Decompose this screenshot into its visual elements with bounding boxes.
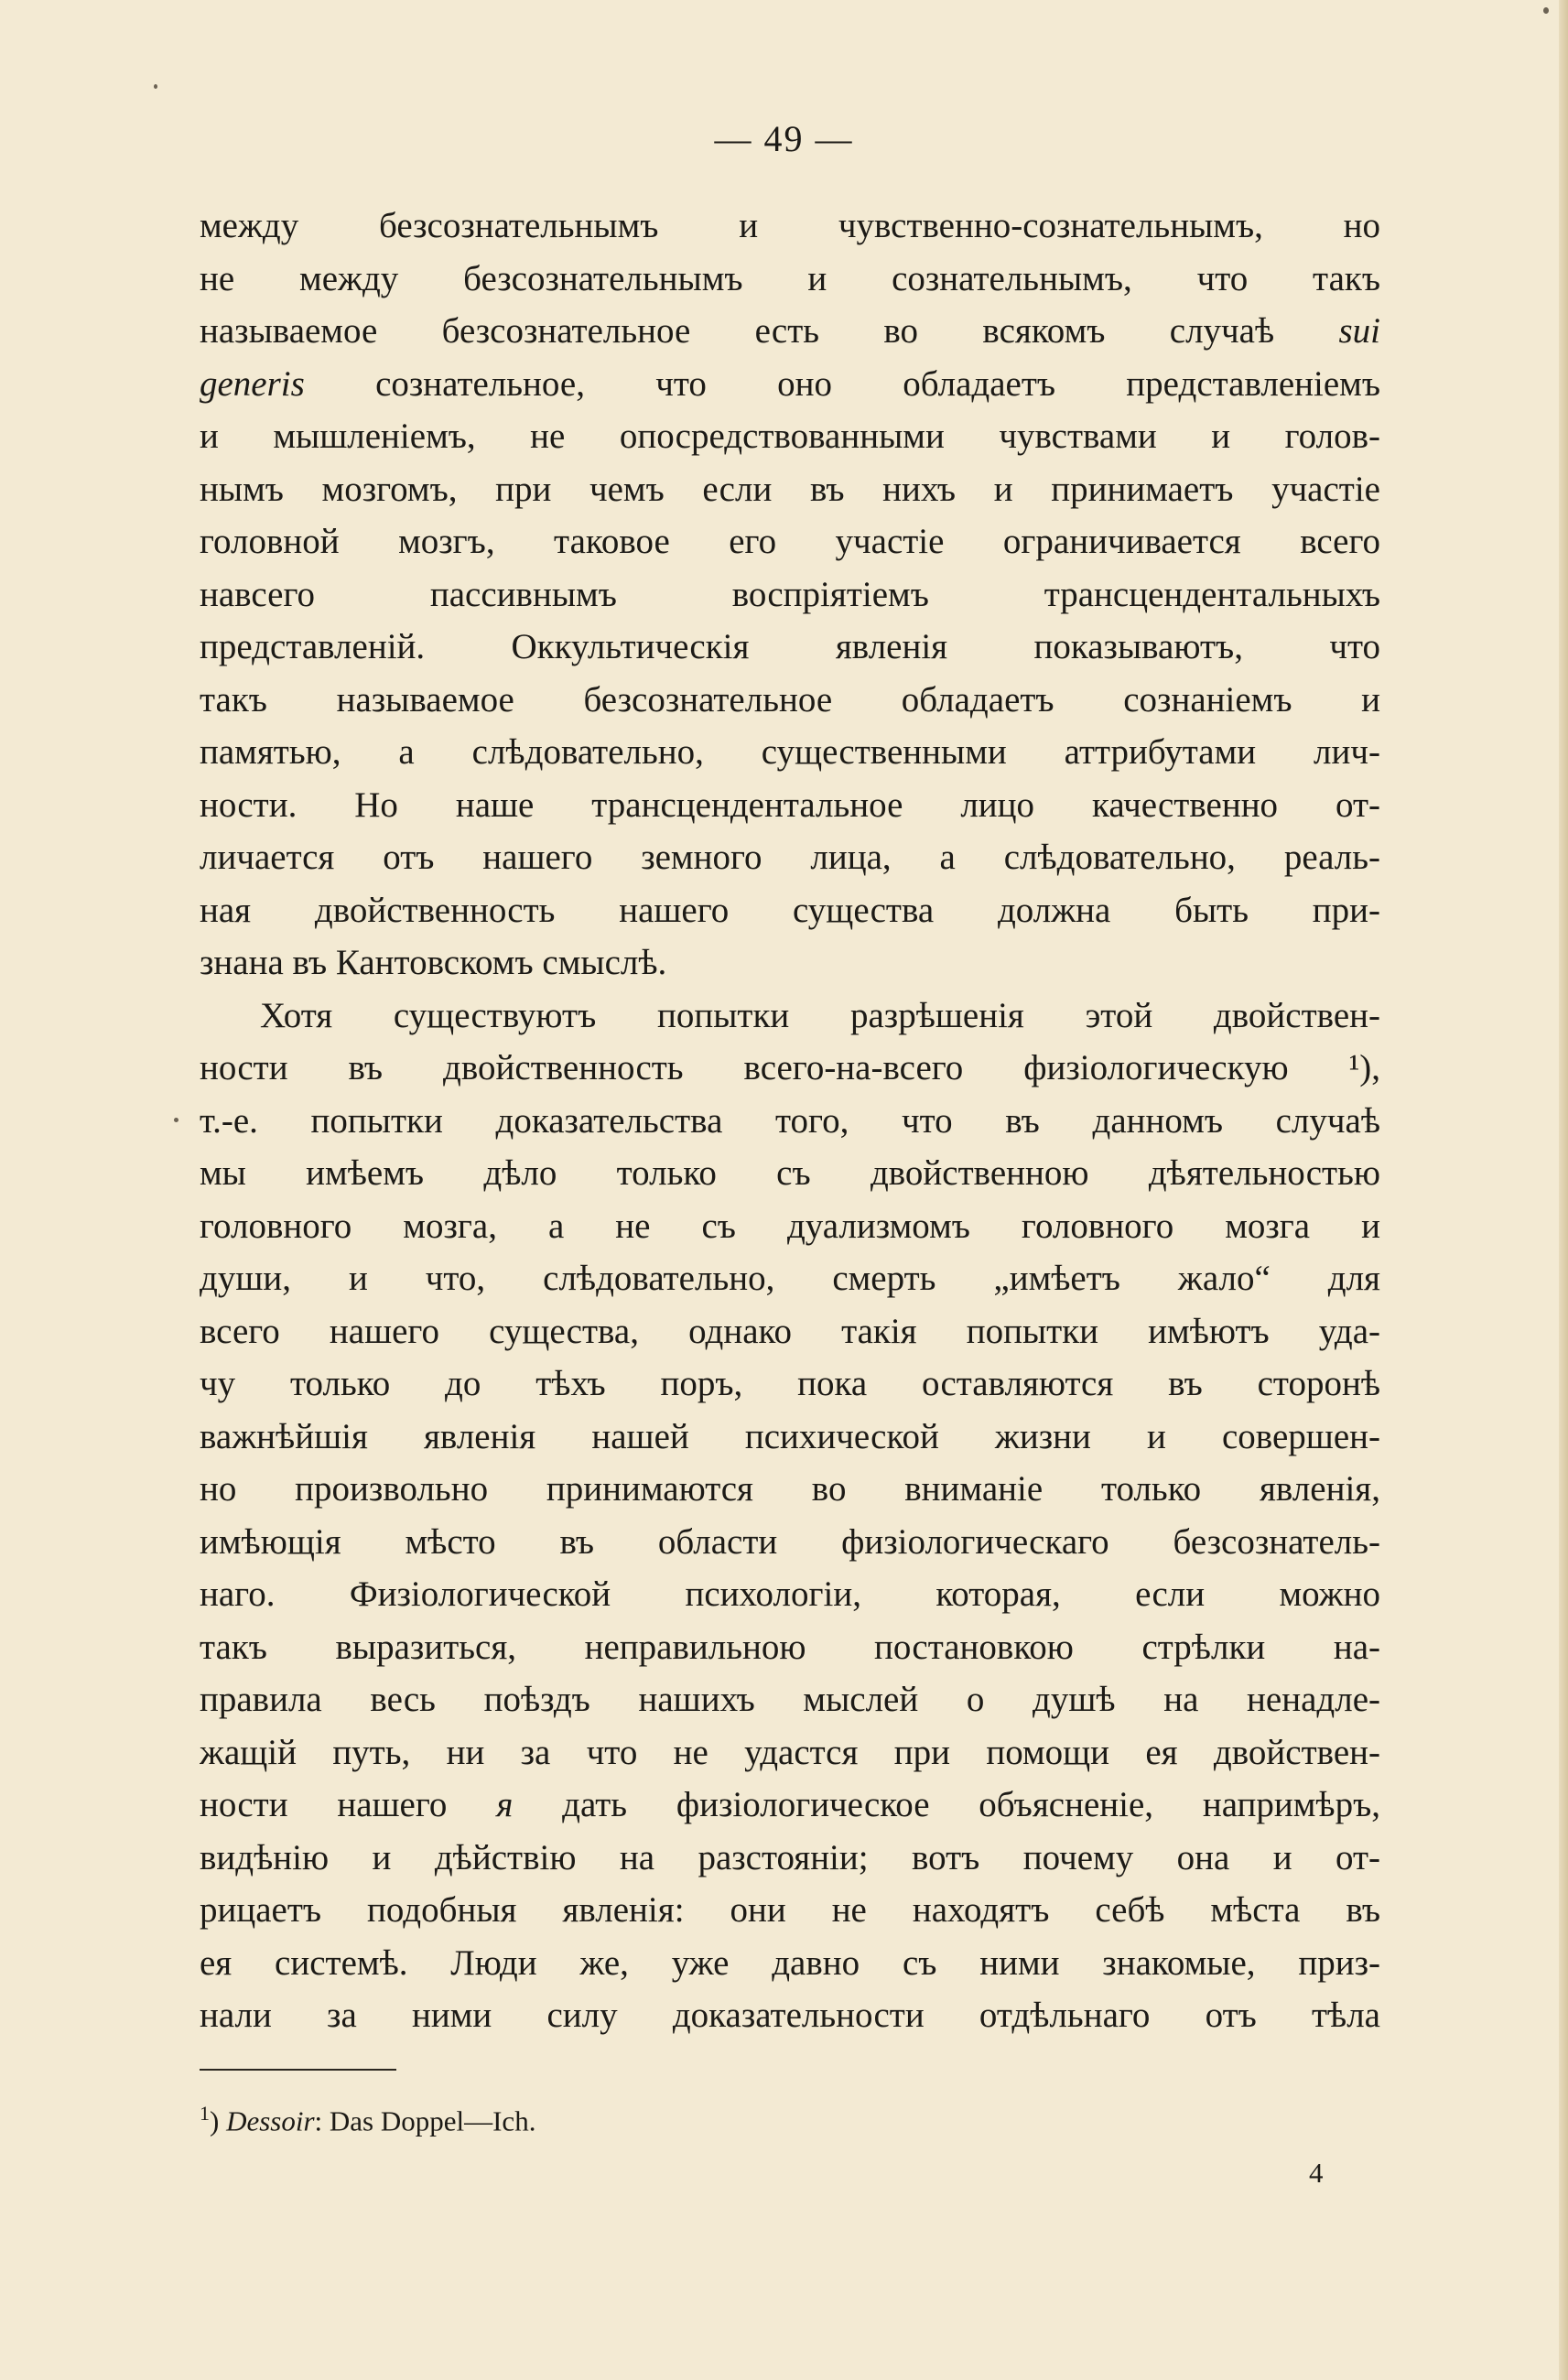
page-number: — 49 — — [714, 118, 854, 159]
text-line: ности въ двойственность всего-на-всего физіологическую ¹), — [200, 1048, 1380, 1087]
text-line: головной мозгъ, таковое его участіе ограничивается всего — [200, 522, 1380, 561]
text-line: между безсознательнымъ и чувственно-сознательнымъ, но — [200, 206, 1380, 245]
text-line: памятью, а слѣдовательно, существенными аттрибутами лич- — [200, 732, 1380, 772]
text-line: видѣнію и дѣйствію на разстояніи; вотъ почему она и от- — [200, 1837, 1380, 1877]
text-line: такъ называемое безсознательное обладаетъ сознаніемъ и — [200, 679, 1380, 719]
paragraph-start-line: Хотя существуютъ попытки разрѣшенія этой двойствен- — [260, 995, 1380, 1035]
text-line: чу только до тѣхъ поръ, пока оставляются въ сторонѣ — [200, 1364, 1380, 1403]
text-line: представленій. Оккультическія явленія показываютъ, что — [200, 627, 1380, 666]
text-line: важнѣйшія явленія нашей психической жизни и совершен- — [200, 1416, 1380, 1456]
body-text — [200, 200, 1380, 2042]
text-line: и мышленіемъ, не опосредствованными чувствами и голов- — [200, 416, 1380, 456]
text-line: но произвольно принимаются во вниманіе только явленія, — [200, 1469, 1380, 1509]
text-line: такъ выразиться, неправильною постановкою стрѣлки на- — [200, 1627, 1380, 1667]
text-line: личается отъ нашего земного лица, а слѣдовательно, реаль- — [200, 838, 1380, 877]
footnote: $^1$) Dessoir: Das Doppel—Ich. — [200, 2102, 536, 2137]
ink-speck — [1543, 7, 1549, 14]
text-line: мы имѣемъ дѣло только съ двойственною дѣятельностью — [200, 1153, 1380, 1193]
text-line: рицаетъ подобныя явленія: они не находятъ себѣ мѣста въ — [200, 1890, 1380, 1930]
footnote-marker: 1 — [200, 2102, 210, 2125]
text-line: имѣющія мѣсто въ области физіологическаго безсознатель- — [200, 1521, 1380, 1562]
text-line: ности нашего я дать физіологическое объясненіе, напримѣръ, — [200, 1785, 1380, 1824]
text-line: наго. Физіологической психологіи, которая, если можно — [200, 1574, 1380, 1614]
text-line: головного мозга, а не съ дуализмомъ головного мозга и — [200, 1206, 1380, 1246]
text-line: жащій путь, ни за что не удастся при помощи ея двойствен- — [200, 1732, 1380, 1772]
signature-mark: 4 — [1309, 2157, 1324, 2189]
text-line: всего нашего существа, однако такія попытки имѣютъ уда- — [200, 1311, 1380, 1351]
text-line: т.-е. попытки доказательства того, что въ данномъ случаѣ — [200, 1100, 1380, 1141]
text-line: не между безсознательнымъ и сознательнымъ, что такъ — [200, 258, 1380, 298]
text-line: навсего пассивнымъ воспріятіемъ трансцендентальныхъ — [200, 574, 1380, 614]
text-line: нали за ними силу доказательности отдѣльнаго отъ тѣла — [200, 1996, 1380, 2035]
ink-speck — [174, 1118, 178, 1122]
text-line: ея системѣ. Люди же, уже давно съ ними знакомые, приз- — [200, 1942, 1380, 1983]
text-line: нымъ мозгомъ, при чемъ если въ нихъ и принимаетъ участіе — [200, 469, 1380, 509]
footnote-divider — [200, 2069, 396, 2071]
text-line: ности. Но наше трансцендентальное лицо качественно от- — [200, 784, 1380, 825]
footnote-author: Dessoir — [226, 2104, 315, 2137]
footnote-text: : Das Doppel—Ich. — [314, 2104, 536, 2137]
text-line: generis сознательное, что оно обладаетъ представленіемъ — [200, 363, 1380, 404]
text-line: называемое безсознательное есть во всякомъ случаѣ sui — [200, 311, 1380, 351]
paragraph-end-line: знана въ Кантовскомъ смыслѣ. — [200, 943, 667, 982]
page-edge — [1559, 0, 1568, 2380]
text-line: души, и что, слѣдовательно, смерть „имѣетъ жало“ для — [200, 1259, 1380, 1298]
text-line: ная двойственность нашего существа должна быть при- — [200, 890, 1380, 930]
ink-speck — [154, 84, 157, 89]
text-line: правила весь поѣздъ нашихъ мыслей о душѣ на ненадле- — [200, 1680, 1380, 1719]
